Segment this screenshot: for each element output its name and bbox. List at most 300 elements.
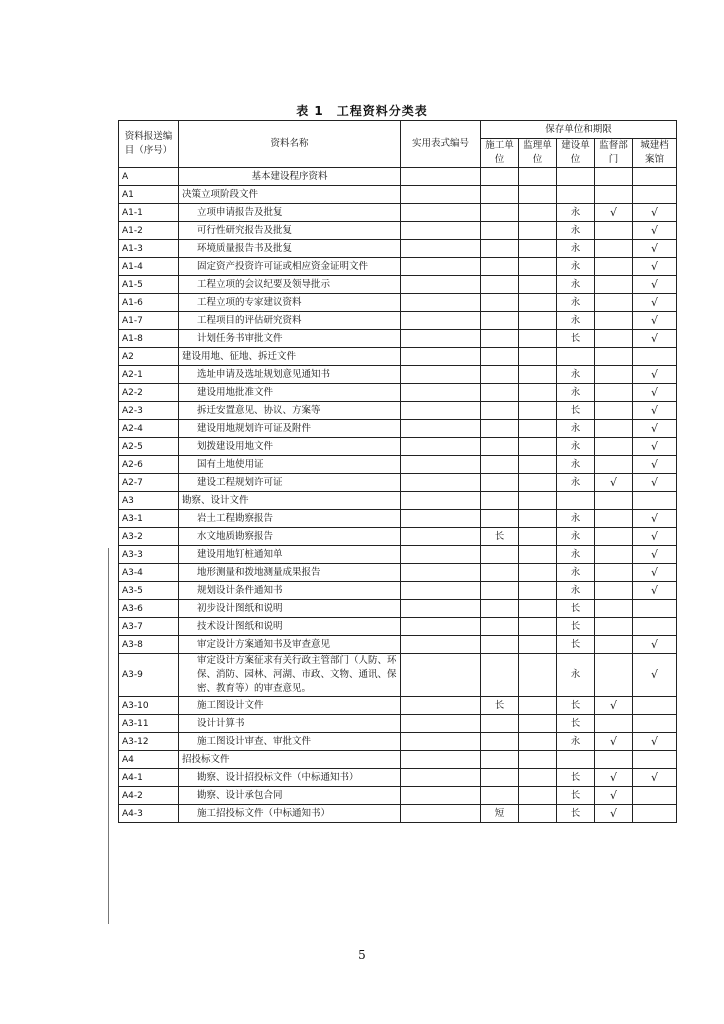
cell-form <box>401 420 481 438</box>
cell-form <box>401 330 481 348</box>
cell-code: A2-3 <box>119 402 179 420</box>
cell-code: A4-3 <box>119 805 179 823</box>
cell-form <box>401 715 481 733</box>
cell-archive: √ <box>633 564 677 582</box>
cell-archive <box>633 348 677 366</box>
cell-owner: 永 <box>557 312 595 330</box>
cell-supervision <box>519 805 557 823</box>
cell-authority <box>595 618 633 636</box>
cell-code: A3-3 <box>119 546 179 564</box>
header-unit-authority: 监督部门 <box>595 139 633 168</box>
cell-code: A4-1 <box>119 769 179 787</box>
cell-construction <box>481 582 519 600</box>
cell-form <box>401 564 481 582</box>
table-row <box>119 654 677 697</box>
cell-archive <box>633 805 677 823</box>
cell-supervision <box>519 168 557 186</box>
table-row <box>119 186 677 204</box>
cell-form <box>401 654 481 697</box>
cell-owner: 永 <box>557 582 595 600</box>
cell-code: A3-1 <box>119 510 179 528</box>
cell-code: A3-7 <box>119 618 179 636</box>
cell-authority: √ <box>595 204 633 222</box>
cell-form <box>401 510 481 528</box>
cell-construction <box>481 258 519 276</box>
cell-name: 拆迁安置意见、协议、方案等 <box>179 402 401 420</box>
cell-form <box>401 618 481 636</box>
cell-owner: 永 <box>557 733 595 751</box>
cell-form <box>401 438 481 456</box>
cell-construction <box>481 186 519 204</box>
cell-form <box>401 600 481 618</box>
cell-form <box>401 805 481 823</box>
table-row <box>119 546 677 564</box>
cell-name: 岩土工程勘察报告 <box>179 510 401 528</box>
cell-owner: 长 <box>557 715 595 733</box>
cell-construction <box>481 420 519 438</box>
cell-supervision <box>519 787 557 805</box>
cell-owner <box>557 492 595 510</box>
cell-form <box>401 240 481 258</box>
cell-code: A3-6 <box>119 600 179 618</box>
cell-name: 设计计算书 <box>179 715 401 733</box>
table-row <box>119 492 677 510</box>
cell-code: A3-9 <box>119 654 179 697</box>
cell-authority <box>595 492 633 510</box>
header-unit-construction: 施工单位 <box>481 139 519 168</box>
cell-construction <box>481 733 519 751</box>
cell-name: 初步设计图纸和说明 <box>179 600 401 618</box>
cell-form <box>401 492 481 510</box>
cell-name: 建设用地、征地、拆迁文件 <box>179 348 401 366</box>
table-row <box>119 697 677 715</box>
table-row <box>119 240 677 258</box>
cell-archive <box>633 618 677 636</box>
cell-form <box>401 402 481 420</box>
cell-authority: √ <box>595 697 633 715</box>
cell-supervision <box>519 564 557 582</box>
cell-archive: √ <box>633 636 677 654</box>
cell-code: A1-5 <box>119 276 179 294</box>
cell-owner: 永 <box>557 204 595 222</box>
cell-construction <box>481 222 519 240</box>
cell-code: A4-2 <box>119 787 179 805</box>
table-row <box>119 366 677 384</box>
cell-name: 划拨建设用地文件 <box>179 438 401 456</box>
cell-code: A1 <box>119 186 179 204</box>
cell-archive: √ <box>633 733 677 751</box>
cell-construction <box>481 240 519 258</box>
cell-construction <box>481 330 519 348</box>
table-row <box>119 330 677 348</box>
cell-code: A3-10 <box>119 697 179 715</box>
cell-form <box>401 204 481 222</box>
cell-form <box>401 636 481 654</box>
cell-code: A3-8 <box>119 636 179 654</box>
cell-code: A <box>119 168 179 186</box>
cell-form <box>401 751 481 769</box>
cell-name: 勘察、设计承包合同 <box>179 787 401 805</box>
table-row <box>119 222 677 240</box>
cell-code: A1-3 <box>119 240 179 258</box>
cell-owner: 长 <box>557 805 595 823</box>
cell-name: 勘察、设计文件 <box>179 492 401 510</box>
table-row <box>119 733 677 751</box>
cell-archive <box>633 787 677 805</box>
cell-owner: 长 <box>557 636 595 654</box>
table-row <box>119 474 677 492</box>
cell-owner: 永 <box>557 222 595 240</box>
cell-owner: 长 <box>557 769 595 787</box>
cell-form <box>401 546 481 564</box>
cell-name: 计划任务书审批文件 <box>179 330 401 348</box>
cell-name: 建设工程规划许可证 <box>179 474 401 492</box>
cell-owner: 永 <box>557 420 595 438</box>
cell-authority <box>595 546 633 564</box>
cell-construction <box>481 636 519 654</box>
cell-authority <box>595 168 633 186</box>
cell-construction <box>481 384 519 402</box>
cell-authority <box>595 438 633 456</box>
table-row <box>119 805 677 823</box>
table-row <box>119 582 677 600</box>
cell-code: A1-2 <box>119 222 179 240</box>
cell-form <box>401 168 481 186</box>
cell-name: 可行性研究报告及批复 <box>179 222 401 240</box>
cell-code: A2-2 <box>119 384 179 402</box>
cell-supervision <box>519 438 557 456</box>
header-name: 资料名称 <box>179 121 401 168</box>
cell-authority <box>595 420 633 438</box>
cell-owner <box>557 168 595 186</box>
cell-archive <box>633 492 677 510</box>
cell-code: A1-4 <box>119 258 179 276</box>
cell-construction: 长 <box>481 528 519 546</box>
cell-supervision <box>519 276 557 294</box>
cell-authority <box>595 510 633 528</box>
cell-code: A1-1 <box>119 204 179 222</box>
cell-construction <box>481 492 519 510</box>
header-form: 实用表式编号 <box>401 121 481 168</box>
table-row <box>119 769 677 787</box>
cell-archive: √ <box>633 240 677 258</box>
cell-owner: 永 <box>557 564 595 582</box>
cell-code: A1-6 <box>119 294 179 312</box>
cell-archive: √ <box>633 276 677 294</box>
cell-supervision <box>519 366 557 384</box>
cell-archive: √ <box>633 546 677 564</box>
cell-code: A3-2 <box>119 528 179 546</box>
cell-form <box>401 366 481 384</box>
cell-name: 施工图设计审查、审批文件 <box>179 733 401 751</box>
cell-owner: 永 <box>557 366 595 384</box>
cell-construction <box>481 402 519 420</box>
cell-name: 工程立项的会议纪要及领导批示 <box>179 276 401 294</box>
cell-owner <box>557 751 595 769</box>
cell-authority: √ <box>595 733 633 751</box>
cell-construction <box>481 715 519 733</box>
cell-form <box>401 348 481 366</box>
cell-owner: 长 <box>557 697 595 715</box>
cell-owner: 长 <box>557 787 595 805</box>
table-row <box>119 751 677 769</box>
cell-owner <box>557 348 595 366</box>
cell-construction: 长 <box>481 697 519 715</box>
table-row <box>119 384 677 402</box>
cell-archive <box>633 600 677 618</box>
table-row <box>119 456 677 474</box>
cell-name: 规划设计条件通知书 <box>179 582 401 600</box>
cell-construction <box>481 510 519 528</box>
header-unit-archive: 城建档案馆 <box>633 139 677 168</box>
cell-supervision <box>519 510 557 528</box>
cell-name: 施工图设计文件 <box>179 697 401 715</box>
cell-supervision <box>519 456 557 474</box>
cell-code: A3 <box>119 492 179 510</box>
cell-name: 招投标文件 <box>179 751 401 769</box>
cell-archive: √ <box>633 420 677 438</box>
table-row <box>119 204 677 222</box>
cell-form <box>401 312 481 330</box>
cell-name: 选址申请及选址规划意见通知书 <box>179 366 401 384</box>
cell-code: A3-11 <box>119 715 179 733</box>
cell-owner: 永 <box>557 654 595 697</box>
cell-form <box>401 769 481 787</box>
header-unit-supervision: 监理单位 <box>519 139 557 168</box>
cell-name: 立项申请报告及批复 <box>179 204 401 222</box>
cell-archive: √ <box>633 366 677 384</box>
cell-archive: √ <box>633 438 677 456</box>
cell-construction <box>481 168 519 186</box>
cell-archive: √ <box>633 510 677 528</box>
cell-construction <box>481 312 519 330</box>
table-row <box>119 438 677 456</box>
cell-supervision <box>519 348 557 366</box>
cell-name: 决策立项阶段文件 <box>179 186 401 204</box>
cell-construction: 短 <box>481 805 519 823</box>
cell-name: 审定设计方案通知书及审查意见 <box>179 636 401 654</box>
cell-supervision <box>519 420 557 438</box>
cell-construction <box>481 751 519 769</box>
cell-form <box>401 456 481 474</box>
table-row <box>119 420 677 438</box>
cell-code: A2-7 <box>119 474 179 492</box>
cell-code: A2-4 <box>119 420 179 438</box>
cell-authority <box>595 402 633 420</box>
cell-owner: 永 <box>557 294 595 312</box>
table-row <box>119 618 677 636</box>
cell-authority <box>595 600 633 618</box>
cell-supervision <box>519 769 557 787</box>
cell-name: 环境质量报告书及批复 <box>179 240 401 258</box>
cell-form <box>401 222 481 240</box>
cell-supervision <box>519 492 557 510</box>
cell-code: A2-5 <box>119 438 179 456</box>
cell-archive: √ <box>633 204 677 222</box>
cell-name: 建设用地钉桩通知单 <box>179 546 401 564</box>
cell-construction <box>481 564 519 582</box>
cell-supervision <box>519 222 557 240</box>
table-row <box>119 312 677 330</box>
cell-owner: 永 <box>557 546 595 564</box>
cell-supervision <box>519 312 557 330</box>
cell-construction <box>481 769 519 787</box>
cell-supervision <box>519 654 557 697</box>
cell-owner: 永 <box>557 438 595 456</box>
cell-owner: 永 <box>557 456 595 474</box>
cell-authority <box>595 366 633 384</box>
cell-supervision <box>519 697 557 715</box>
cell-code: A3-12 <box>119 733 179 751</box>
cell-owner: 永 <box>557 528 595 546</box>
cell-name: 建设用地批准文件 <box>179 384 401 402</box>
cell-form <box>401 528 481 546</box>
cell-supervision <box>519 546 557 564</box>
cell-supervision <box>519 294 557 312</box>
cell-construction <box>481 600 519 618</box>
cell-form <box>401 582 481 600</box>
cell-name: 工程项目的评估研究资料 <box>179 312 401 330</box>
cell-authority <box>595 636 633 654</box>
cell-code: A3-4 <box>119 564 179 582</box>
cell-owner: 长 <box>557 618 595 636</box>
cell-supervision <box>519 600 557 618</box>
cell-owner: 长 <box>557 402 595 420</box>
cell-authority <box>595 276 633 294</box>
cell-construction <box>481 456 519 474</box>
cell-code: A1-7 <box>119 312 179 330</box>
cell-owner: 永 <box>557 258 595 276</box>
cell-supervision <box>519 715 557 733</box>
cell-supervision <box>519 474 557 492</box>
cell-archive <box>633 168 677 186</box>
cell-form <box>401 384 481 402</box>
cell-authority <box>595 240 633 258</box>
cell-archive: √ <box>633 654 677 697</box>
cell-form <box>401 787 481 805</box>
cell-authority <box>595 312 633 330</box>
cell-supervision <box>519 186 557 204</box>
cell-owner <box>557 186 595 204</box>
cell-name: 施工招投标文件（中标通知书） <box>179 805 401 823</box>
table-row <box>119 528 677 546</box>
cell-construction <box>481 294 519 312</box>
cell-name: 地形测量和拨地测量成果报告 <box>179 564 401 582</box>
cell-authority <box>595 330 633 348</box>
cell-construction <box>481 348 519 366</box>
cell-owner: 长 <box>557 600 595 618</box>
cell-code: A2-1 <box>119 366 179 384</box>
cell-construction <box>481 546 519 564</box>
cell-authority <box>595 564 633 582</box>
cell-authority <box>595 528 633 546</box>
cell-form <box>401 733 481 751</box>
cell-code: A2 <box>119 348 179 366</box>
cell-archive: √ <box>633 258 677 276</box>
table-body <box>119 168 677 823</box>
cell-archive: √ <box>633 528 677 546</box>
cell-supervision <box>519 618 557 636</box>
header-unit-owner: 建设单位 <box>557 139 595 168</box>
cell-name: 勘察、设计招投标文件（中标通知书） <box>179 769 401 787</box>
cell-archive: √ <box>633 222 677 240</box>
cell-supervision <box>519 258 557 276</box>
cell-archive: √ <box>633 474 677 492</box>
cell-name: 技术设计图纸和说明 <box>179 618 401 636</box>
cell-form <box>401 276 481 294</box>
table-row <box>119 402 677 420</box>
cell-form <box>401 294 481 312</box>
cell-archive <box>633 697 677 715</box>
cell-form <box>401 258 481 276</box>
cell-construction <box>481 787 519 805</box>
cell-archive: √ <box>633 582 677 600</box>
cell-authority: √ <box>595 474 633 492</box>
table-row <box>119 510 677 528</box>
cell-authority: √ <box>595 769 633 787</box>
table-row <box>119 168 677 186</box>
cell-supervision <box>519 582 557 600</box>
cell-owner: 永 <box>557 276 595 294</box>
cell-construction <box>481 438 519 456</box>
cell-owner: 永 <box>557 384 595 402</box>
cell-authority: √ <box>595 805 633 823</box>
cell-construction <box>481 366 519 384</box>
cell-construction <box>481 276 519 294</box>
cell-supervision <box>519 402 557 420</box>
cell-supervision <box>519 751 557 769</box>
cell-supervision <box>519 528 557 546</box>
cell-name: 国有土地使用证 <box>179 456 401 474</box>
cell-authority <box>595 258 633 276</box>
cell-form <box>401 474 481 492</box>
cell-authority <box>595 222 633 240</box>
cell-supervision <box>519 240 557 258</box>
cell-name: 水文地质勘察报告 <box>179 528 401 546</box>
cell-archive <box>633 186 677 204</box>
cell-construction <box>481 204 519 222</box>
cell-supervision <box>519 330 557 348</box>
page-title: 表 1 工程资料分类表 <box>296 104 428 118</box>
page-number: 5 <box>358 948 366 962</box>
cell-form <box>401 186 481 204</box>
cell-name: 基本建设程序资料 <box>179 168 401 186</box>
cell-name: 固定资产投资许可证或相应资金证明文件 <box>179 258 401 276</box>
header-code: 资料报送编目（序号） <box>119 121 179 168</box>
table-row <box>119 715 677 733</box>
cell-archive: √ <box>633 312 677 330</box>
cell-form <box>401 697 481 715</box>
cell-authority <box>595 582 633 600</box>
cell-construction <box>481 654 519 697</box>
cell-archive: √ <box>633 402 677 420</box>
cell-name: 审定设计方案征求有关行政主管部门（人防、环保、消防、园林、河湖、市政、文物、通讯、保密、教育等）的审查意见。 <box>179 654 401 697</box>
cell-authority <box>595 456 633 474</box>
table-row <box>119 258 677 276</box>
cell-construction <box>481 618 519 636</box>
table-row <box>119 294 677 312</box>
cell-authority <box>595 715 633 733</box>
table-row <box>119 636 677 654</box>
cell-archive: √ <box>633 456 677 474</box>
cell-authority <box>595 348 633 366</box>
cell-authority <box>595 751 633 769</box>
table-row <box>119 787 677 805</box>
cell-authority <box>595 384 633 402</box>
table-row <box>119 564 677 582</box>
cell-owner: 永 <box>557 510 595 528</box>
cell-authority: √ <box>595 787 633 805</box>
